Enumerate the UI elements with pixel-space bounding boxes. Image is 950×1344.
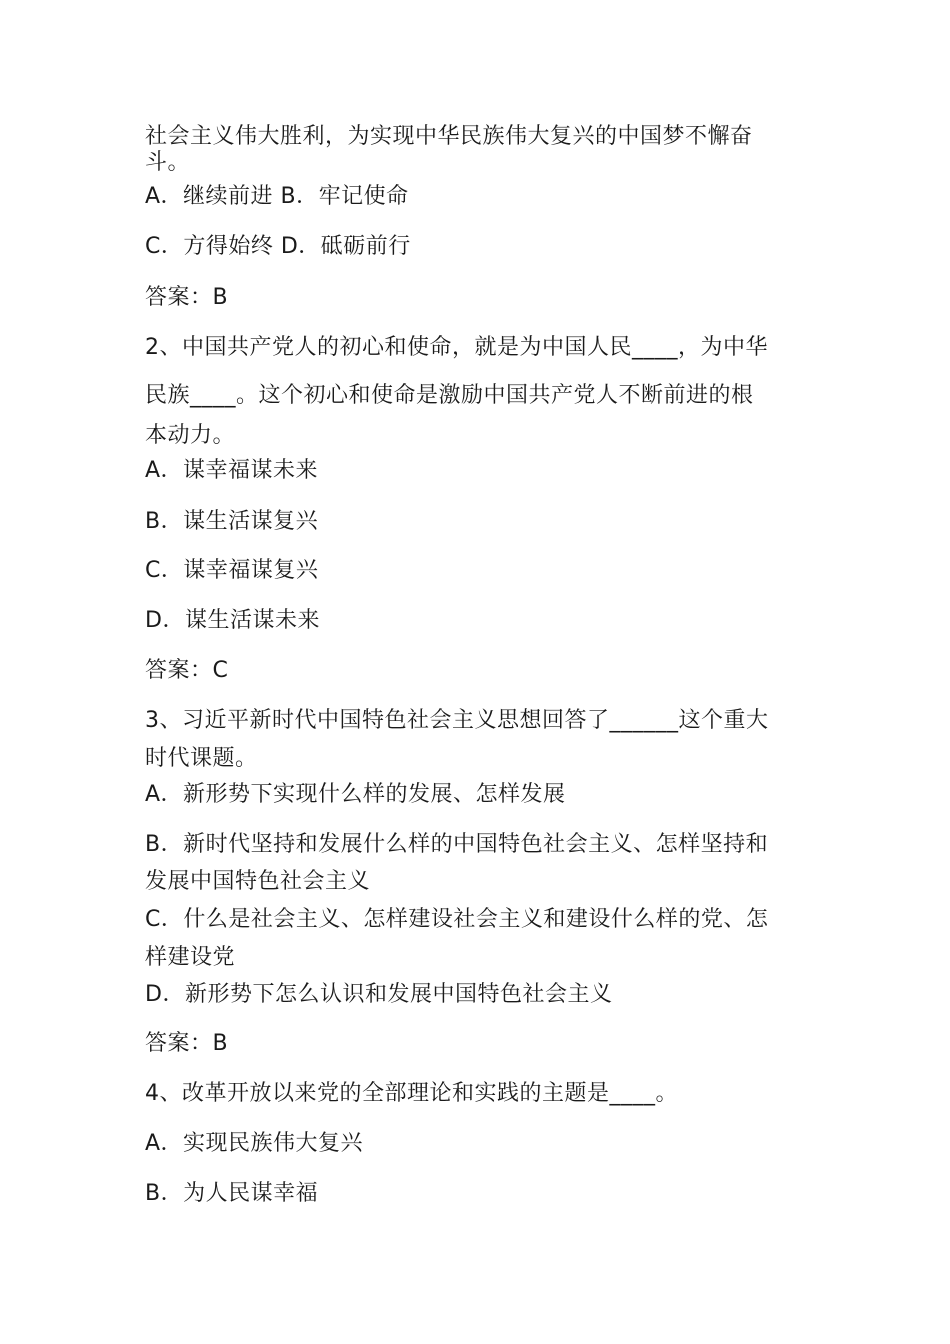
question-2-stem-line-1: 2、中国共产党人的初心和使命，就是为中国人民____，为中华 bbox=[145, 335, 768, 360]
question-4-option-b: B．为人民谋幸福 bbox=[145, 1181, 319, 1206]
question-2-option-c: C．谋幸福谋复兴 bbox=[145, 558, 319, 583]
question-2-option-b: B．谋生活谋复兴 bbox=[145, 509, 319, 534]
question-1-options-cd: C．方得始终 D．砥砺前行 bbox=[145, 234, 411, 259]
question-1-options-ab: A．继续前进 B．牢记使命 bbox=[145, 184, 409, 209]
question-1-answer: 答案：B bbox=[145, 285, 229, 310]
question-2-option-d: D．谋生活谋未来 bbox=[145, 608, 320, 633]
question-2-option-a: A．谋幸福谋未来 bbox=[145, 458, 319, 483]
question-4-option-a: A．实现民族伟大复兴 bbox=[145, 1131, 364, 1156]
question-3-option-a: A．新形势下实现什么样的发展、怎样发展 bbox=[145, 782, 566, 807]
question-1-stem-line-1: 社会主义伟大胜利，为实现中华民族伟大复兴的中国梦不懈奋 bbox=[145, 124, 753, 149]
question-3-option-b-line-2: 发展中国特色社会主义 bbox=[145, 869, 371, 894]
question-3-option-b-line-1: B．新时代坚持和发展什么样的中国特色社会主义、怎样坚持和 bbox=[145, 832, 769, 857]
question-2-stem-line-2: 民族____。这个初心和使命是激励中国共产党人不断前进的根 bbox=[145, 383, 754, 408]
question-3-answer: 答案：B bbox=[145, 1031, 229, 1056]
question-2-stem-line-3: 本动力。 bbox=[145, 423, 236, 448]
question-3-stem-line-2: 时代课题。 bbox=[145, 746, 258, 771]
question-4-stem: 4、改革开放以来党的全部理论和实践的主题是____。 bbox=[145, 1081, 678, 1106]
question-2-answer: 答案：C bbox=[145, 658, 229, 683]
question-3-option-c-line-1: C．什么是社会主义、怎样建设社会主义和建设什么样的党、怎 bbox=[145, 907, 769, 932]
question-3-option-d: D．新形势下怎么认识和发展中国特色社会主义 bbox=[145, 982, 613, 1007]
question-1-stem-line-2: 斗。 bbox=[145, 150, 191, 175]
question-3-option-c-line-2: 样建设党 bbox=[145, 945, 236, 970]
question-3-stem-line-1: 3、习近平新时代中国特色社会主义思想回答了______这个重大 bbox=[145, 708, 769, 733]
